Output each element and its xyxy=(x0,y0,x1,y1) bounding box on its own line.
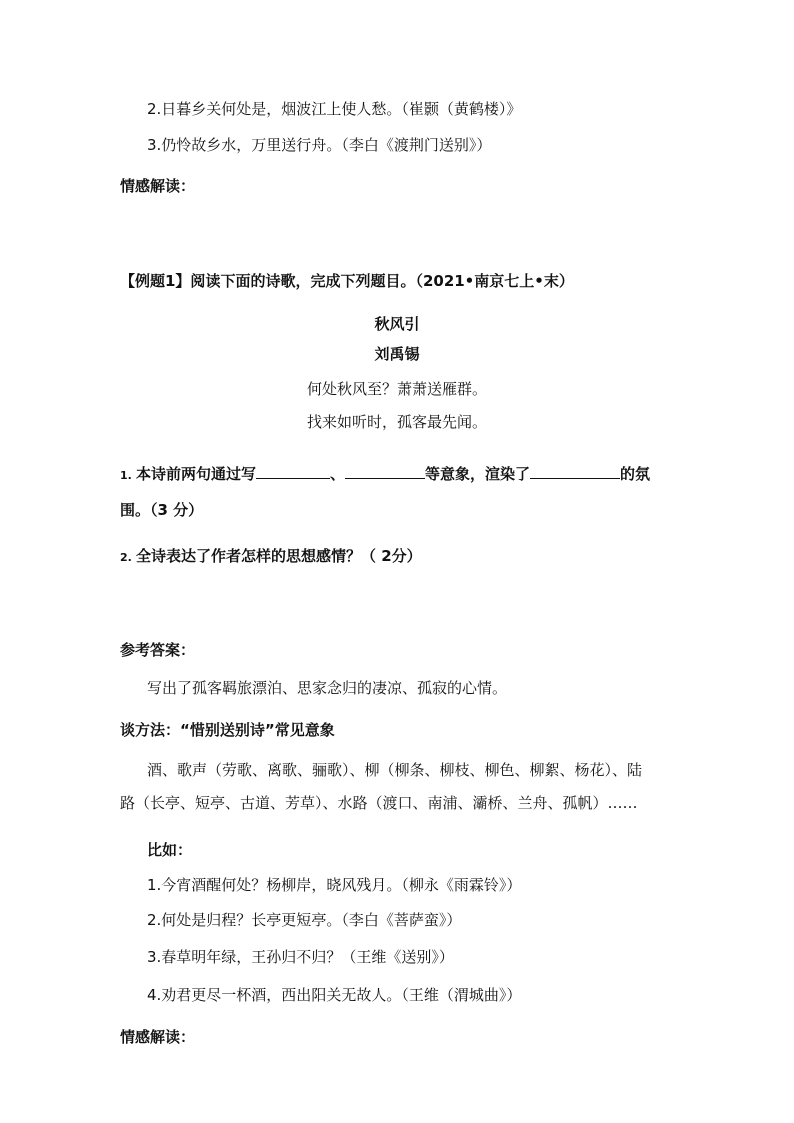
question-2 xyxy=(120,546,422,568)
verse-line-2: 2.日暮乡关何处是，烟波江上使人愁。（崔颢（黄鹤楼）》 xyxy=(147,100,522,118)
example-item-3: 3.春草明年绿，王孙归不归？（王维《送别》） xyxy=(147,948,454,966)
question-1-text-c: 的氛 xyxy=(620,465,651,483)
example-item-2: 2.何处是归程？长亭更短亭。（李白《菩萨蛮》） xyxy=(147,911,462,929)
answer-blank-1[interactable] xyxy=(256,463,330,479)
question-1-number: 1. xyxy=(120,469,132,482)
question-2-text: 全诗表达了作者怎样的思想感情？（ 2分） xyxy=(136,547,422,565)
method-heading: 谈方法：“惜别送别诗”常见意象 xyxy=(120,721,335,739)
method-line-2: 路（长亭、短亭、古道、芳草）、水路（渡口、南浦、灞桥、兰舟、孤帆）…… xyxy=(120,794,638,812)
example-item-1: 1.今宵酒醒何处？杨柳岸，晓风残月。（柳永《雨霖铃》） xyxy=(147,876,522,894)
question-1-separator: 、 xyxy=(330,465,346,483)
question-2-number: 2. xyxy=(120,551,132,564)
emotion-heading-2: 情感解读： xyxy=(120,1028,196,1046)
answer-text: 写出了孤客羁旅漂泊、思家念归的凄凉、孤寂的心情。 xyxy=(147,679,508,697)
example-heading: 【例题1】阅读下面的诗歌，完成下列题目。（2021•南京七上•末） xyxy=(120,272,574,290)
examples-heading: 比如： xyxy=(147,841,193,859)
question-1-continued: 围。（3 分） xyxy=(120,501,204,519)
verse-line-3: 3.仍怜故乡水，万里送行舟。（李白《渡荆门送别》） xyxy=(147,136,492,154)
example-item-4: 4.劝君更尽一杯酒，西出阳关无故人。（王维（渭城曲》） xyxy=(147,986,522,1004)
poem-line-2: 找来如听时，孤客最先闻。 xyxy=(306,413,487,431)
answer-blank-3[interactable] xyxy=(530,463,620,479)
answer-blank-2[interactable] xyxy=(345,463,425,479)
answer-heading: 参考答案： xyxy=(120,641,196,659)
question-1 xyxy=(120,463,650,486)
method-line-1: 酒、歌声（劳歌、离歌、骊歌）、柳（柳条、柳枝、柳色、柳絮、杨花）、陆 xyxy=(147,761,643,779)
poem-line-1: 何处秋风至？萧萧送雁群。 xyxy=(306,380,487,398)
emotion-heading-1: 情感解读： xyxy=(120,177,196,195)
question-1-text-b: 等意象，渲染了 xyxy=(425,465,531,483)
poem-title: 秋风引 xyxy=(374,315,420,333)
question-1-text-a: 本诗前两句通过写 xyxy=(136,465,257,483)
poem-author: 刘禹锡 xyxy=(374,345,420,363)
